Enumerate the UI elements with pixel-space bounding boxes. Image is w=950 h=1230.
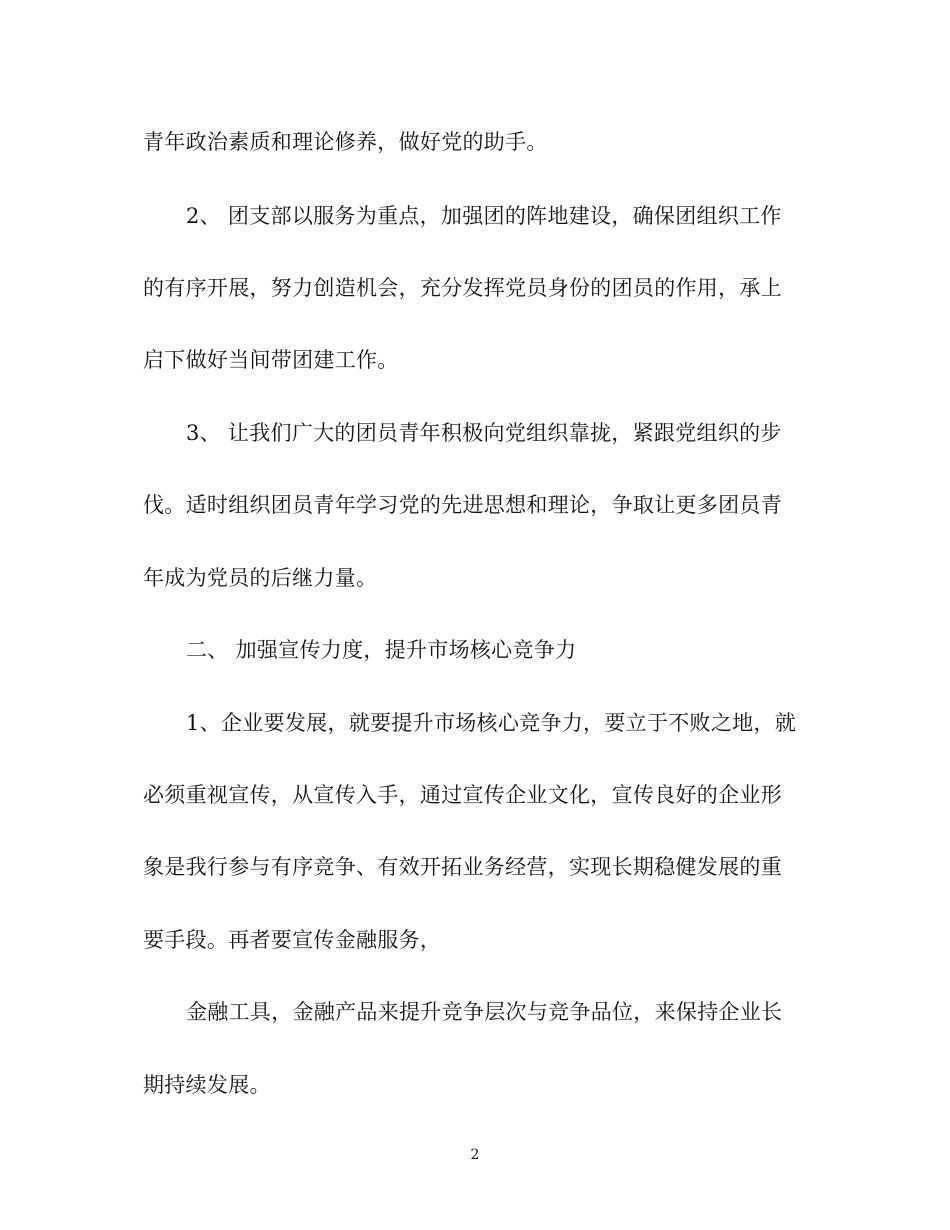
- paragraph-line: 金融工具，金融产品来提升竞争层次与竞争品位，来保持企业长: [186, 1000, 783, 1024]
- section-heading: 二、 加强宣传力度，提升市场核心竞争力: [186, 638, 577, 662]
- paragraph-line: 伐。适时组织团员青年学习党的先进思想和理论，争取让更多团员青: [143, 493, 782, 517]
- paragraph-line: 期持续发展。: [143, 1073, 271, 1097]
- page-number: 2: [470, 1147, 480, 1163]
- paragraph-line: 必须重视宣传，从宣传入手，通过宣传企业文化，宣传良好的企业形: [143, 783, 782, 807]
- paragraph-line: 1、企业要发展，就要提升市场核心竞争力，要立于不败之地，就: [186, 711, 797, 735]
- paragraph-line: 要手段。再者要宣传金融服务，: [143, 928, 442, 952]
- paragraph-line: 年成为党员的后继力量。: [143, 566, 378, 590]
- paragraph-line: 青年政治素质和理论修养，做好党的助手。: [143, 130, 548, 154]
- paragraph-line: 2、 团支部以服务为重点，加强团的阵地建设，确保团组织工作: [186, 204, 782, 228]
- paragraph-line: 象是我行参与有序竞争、有效开拓业务经营，实现长期稳健发展的重: [143, 855, 782, 879]
- paragraph-line: 启下做好当间带团建工作。: [143, 348, 399, 372]
- paragraph-line: 3、 让我们广大的团员青年积极向党组织靠拢，紧跟党组织的步: [186, 421, 782, 445]
- paragraph-line: 的有序开展，努力创造机会，充分发挥党员身份的团员的作用，承上: [143, 276, 782, 300]
